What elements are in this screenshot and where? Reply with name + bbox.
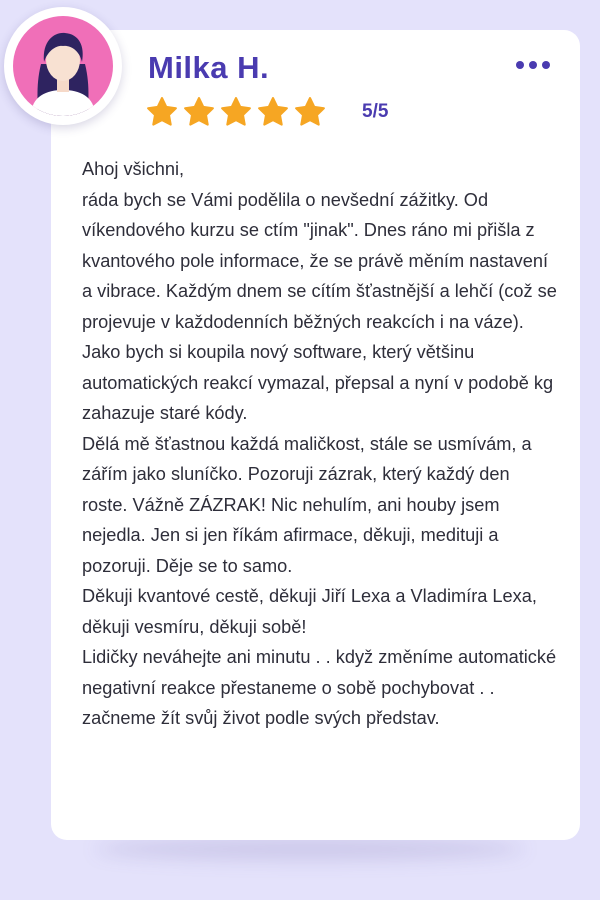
review-paragraph: Dělá mě šťastnou každá maličkost, stále se usmívám, a zářím jako sluníčko. Pozoruji zázrak, který každý den roste. Vážně ZÁZRAK! Nic nehulím, ani houby jsem nejedla. Jen si jen říkám afirmace, děkuji, medituji a pozoruji. Děje se to samo.: [82, 433, 532, 576]
dot-icon: [516, 61, 524, 69]
star-rating: [146, 96, 326, 128]
star-icon: [220, 96, 252, 128]
review-text: [82, 154, 560, 734]
reviewer-name: Milka H.: [148, 50, 270, 85]
review-paragraph: ráda bych se Vámi podělila o nevšední zážitky. Od víkendového kurzu se ctím "jinak". Dnes ráno mi přišla z kvantového pole informace, že se právě měním nastavení a vibrace. Každým dnem se cítím šťastnější a lehčí (což se projevuje v každodenních běžných reakcích i na váze). Jako bych si koupila nový software, který většinu automatických reakcí vymazal, přepsal a nyní v podobě kg zahazuje staré kódy.: [82, 189, 557, 423]
more-options-icon[interactable]: [508, 54, 558, 76]
star-icon: [294, 96, 326, 128]
star-icon: [183, 96, 215, 128]
card-shadow: [95, 838, 525, 860]
review-paragraph: Děkuji kvantové cestě, děkuji Jiří Lexa a Vladimíra Lexa, děkuji vesmíru, děkuji sobě!: [82, 586, 537, 637]
review-paragraph: Ahoj všichni,: [82, 159, 185, 179]
star-icon: [146, 96, 178, 128]
female-avatar-icon: [13, 16, 113, 116]
review-paragraph: Lidičky neváhejte ani minutu . . když změníme automatické negativní reakce přestaneme o sobě pochybovat . . začneme žít svůj život podle svých představ.: [82, 647, 557, 728]
star-icon: [257, 96, 289, 128]
rating-score: 5/5: [362, 101, 389, 122]
dot-icon: [542, 61, 550, 69]
dot-icon: [529, 61, 537, 69]
avatar: [4, 7, 122, 125]
